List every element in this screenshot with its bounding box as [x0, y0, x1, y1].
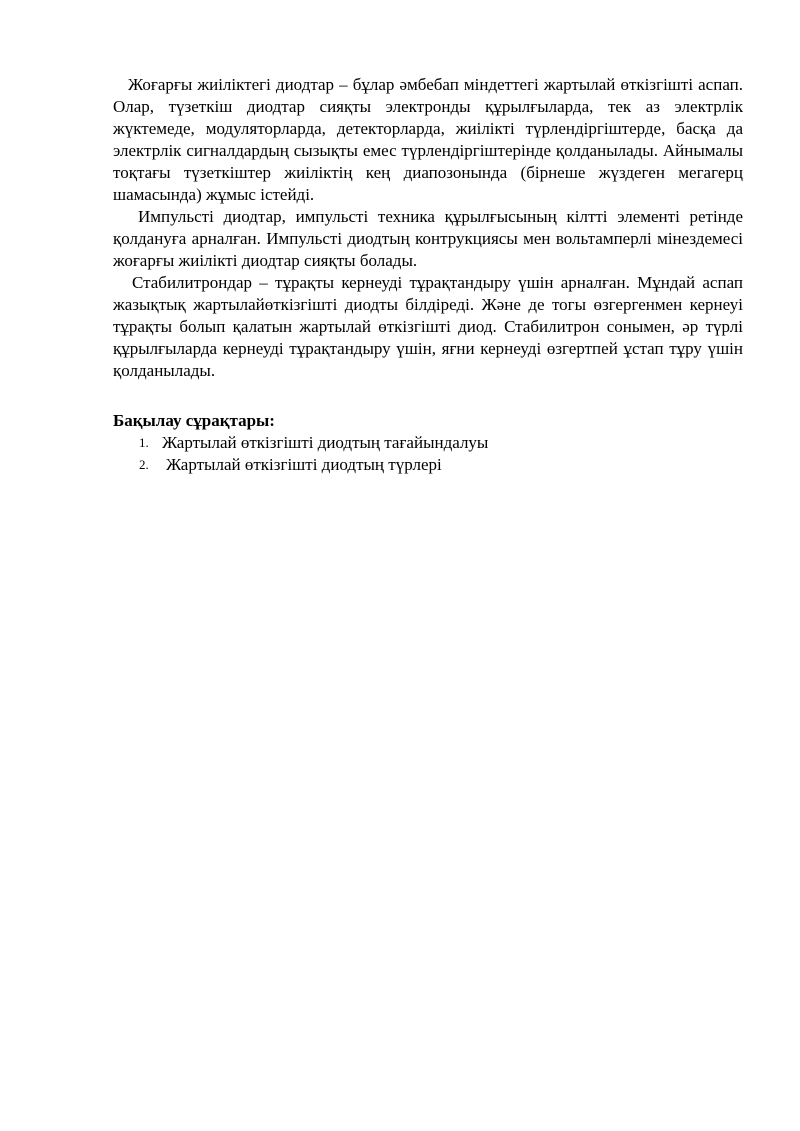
paragraph-pulse-diodes: Импульсті диодтар, импульсті техника құрылғысының кілтті элементі ретінде қолдануға арналған. Импульсті диодтың контрукциясы мен вольтамперлі мінездемесі жоғарғы жиілікті диодтар сияқты болады.: [113, 207, 743, 270]
document-page: [113, 74, 743, 476]
list-item-text: Жартылай өткізгішті диодтың түрлері: [166, 455, 442, 474]
list-item-number: 2.: [139, 457, 149, 472]
list-item: [113, 454, 743, 476]
paragraph-stabilitrons: Стабилитрондар – тұрақты кернеуді тұрақтандыру үшін арналған. Мұндай аспап жазықтық жартылайөткізгішті диодты білдіреді. Және де тогы өзгергенмен кернеуі тұрақты болып қалатын жартылай өткізгішті диод. Стабилитрон сонымен, әр түрлі құрылғыларда кернеуді тұрақтандыру үшін, яғни кернеуді өзгертпей ұстап тұру үшін қолданылады.: [113, 273, 743, 380]
list-item: [113, 432, 743, 454]
list-item-number: 1.: [139, 435, 149, 450]
list-item-text: Жартылай өткізгішті диодтың тағайындалуы: [162, 433, 489, 452]
control-questions-list: [113, 432, 743, 476]
control-questions-heading: Бақылау сұрақтары:: [113, 411, 275, 430]
paragraph-high-frequency-diodes: Жоғарғы жиіліктегі диодтар – бұлар әмбебап міндеттегі жартылай өткізгішті аспап. Олар, түзеткіш диодтар сияқты электронды құрылғыларда, тек аз электрлік жүктемеде, модуляторларда, детекторларда, жиілікті түрлендіргіштерде, басқа да электрлік сигналдардың сызықты емес түрлендіргіштерінде қолданылады. Айнымалы тоқтағы түзеткіштер жиіліктің кең диапозонында (бірнеше жүздеген мегагерц шамасында) жұмыс істейді.: [113, 75, 743, 204]
